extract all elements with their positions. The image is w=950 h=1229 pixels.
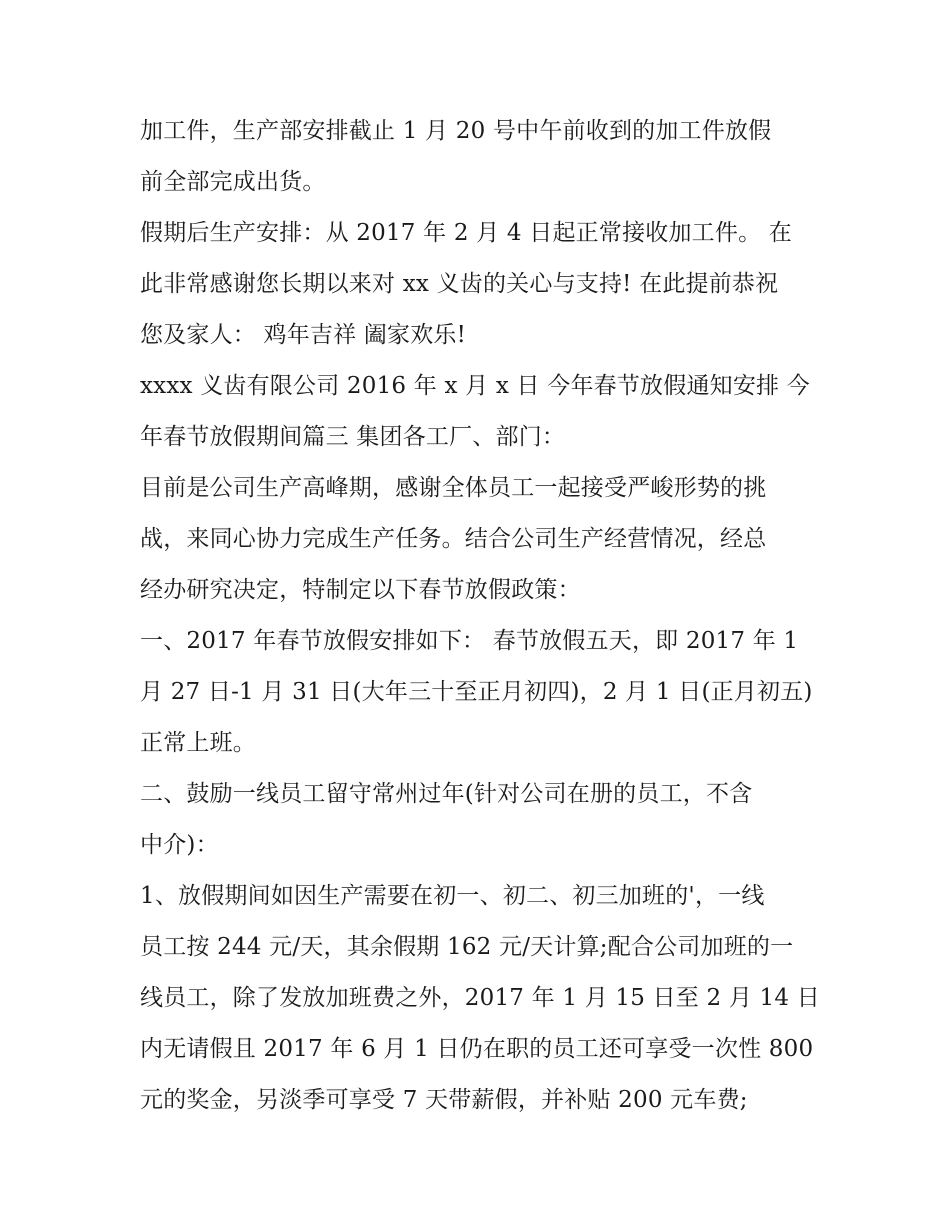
text-line-13: 正常上班。: [140, 730, 256, 756]
text-line-10: 经办研究决定，特制定以下春节放假政策：: [140, 577, 581, 603]
text-line-8: 目前是公司生产高峰期，感谢全体员工一起接受严峻形势的挑: [140, 475, 767, 501]
text-line-16: 1、放假期间如因生产需要在初一、初二、初三加班的'，一线: [140, 883, 765, 909]
text-line-2: 前全部完成出货。: [140, 169, 326, 195]
text-line-15: 中介)：: [140, 832, 219, 858]
text-line-20: 元的奖金，另淡季可享受 7 天带薪假，并补贴 200 元车费;: [140, 1087, 748, 1113]
text-line-17: 员工按 244 元/天，其余假期 162 元/天计算;配合公司加班的一: [140, 934, 794, 960]
text-line-6: xxxx 义齿有限公司 2016 年 x 月 x 日 今年春节放假通知安排 今: [140, 373, 810, 399]
text-line-12: 月 27 日-1 月 31 日(大年三十至正月初四)，2 月 1 日(正月初五): [140, 679, 813, 705]
text-line-19: 内无请假且 2017 年 6 月 1 日仍在职的员工还可享受一次性 800: [140, 1036, 814, 1062]
text-line-9: 战，来同心协力完成生产任务。结合公司生产经营情况，经总: [140, 526, 767, 552]
text-line-14: 二、鼓励一线员工留守常州过年(针对公司在册的员工，不含: [140, 781, 753, 807]
document-body: [140, 106, 830, 1126]
text-line-18: 线员工，除了发放加班费之外，2017 年 1 月 15 日至 2 月 14 日: [140, 985, 820, 1011]
text-line-4: 此非常感谢您长期以来对 xx 义齿的关心与支持! 在此提前恭祝: [140, 271, 779, 297]
text-line-7: 年春节放假期间篇三 集团各工厂、部门：: [140, 424, 566, 450]
text-line-5: 您及家人： 鸡年吉祥 阖家欢乐!: [140, 322, 467, 348]
text-line-1: 加工件，生产部安排截止 1 月 20 号中午前收到的加工件放假: [140, 118, 772, 144]
text-line-3: 假期后生产安排：从 2017 年 2 月 4 日起正常接收加工件。 在: [140, 220, 792, 246]
text-line-11: 一、2017 年春节放假安排如下： 春节放假五天，即 2017 年 1: [140, 628, 799, 654]
